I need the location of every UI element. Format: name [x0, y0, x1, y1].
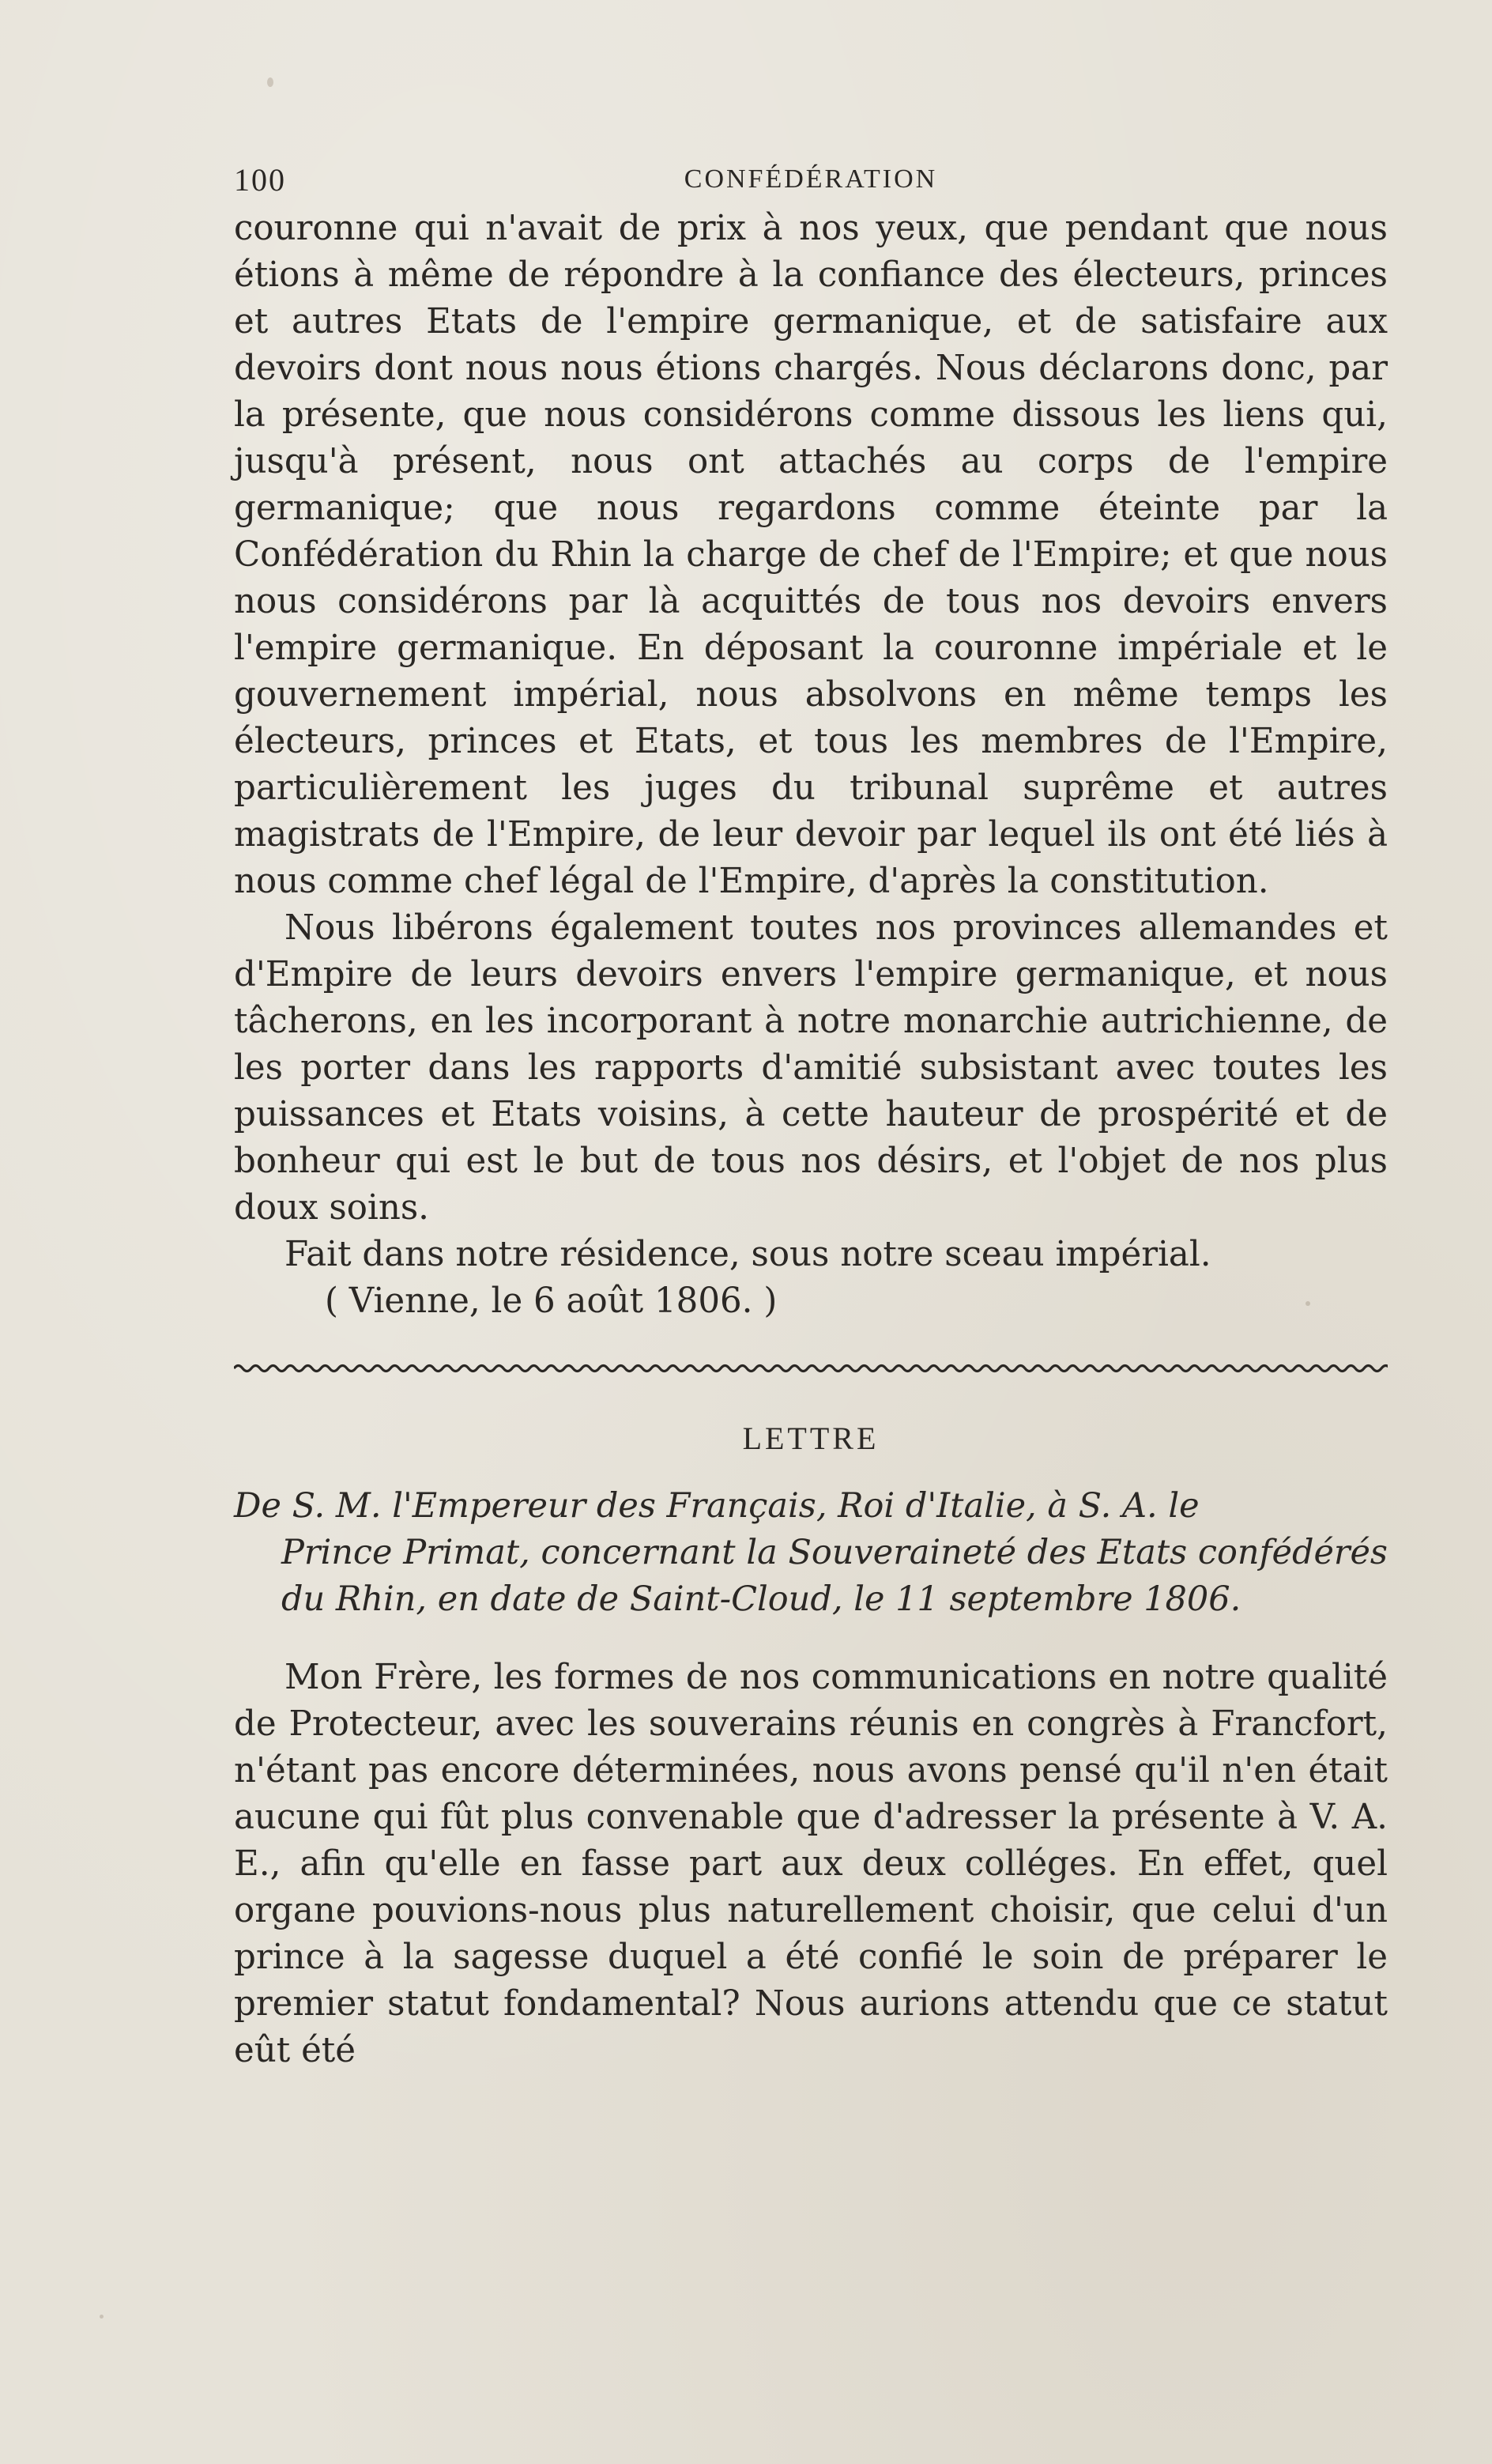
letter-title: LETTRE	[742, 1421, 880, 1456]
paper-speck	[267, 77, 273, 87]
letter-subtitle-first-line: De S. M. l'Empereur des Français, Roi d'Italie, à S. A. le	[234, 1486, 1200, 1526]
running-header-title: CONFÉDÉRATION	[684, 164, 938, 194]
wavy-rule-ornament	[234, 1357, 1388, 1380]
body-paragraph-2: Nous libérons également toutes nos provinces allemandes et d'Empire de leurs devoirs envers l'empire germanique, et nous tâcherons, en les incorporant à notre monarchie autrichienne, de les porter dans les rapports d'amitié subsistant avec toutes les puissances et Etats voisins, à cette hauteur de prospérité et de bonheur qui est le but de tous nos désirs, et l'objet de nos plus doux soins.	[234, 908, 1388, 1228]
letter-subtitle-continuation: Prince Primat, concernant la Souveraineté des Etats confédérés du Rhin, en date de Saint-Cloud, le 11 septembre 1806.	[281, 1533, 1388, 1619]
letter-subtitle	[234, 1483, 1388, 1623]
date-line: ( Vienne, le 6 août 1806. )	[325, 1281, 778, 1321]
body-paragraph-1: couronne qui n'avait de prix à nos yeux, que pendant que nous étions à même de répondre à la confiance des électeurs, princes et autres Etats de l'empire germanique, et de satisfaire aux devoirs dont nous nous étions chargés. Nous déclarons donc, par la présente, que nous considérons comme dissous les liens qui, jusqu'à présent, nous ont attachés au corps de l'empire germanique; que nous regardons comme éteinte par la Confédération du Rhin la charge de chef de l'Empire; et que nous nous considérons par là acquittés de tous nos devoirs envers l'empire germanique. En déposant la couronne impériale et le gouvernement impérial, nous absolvons en même temps les électeurs, princes et Etats, et tous les membres de l'Empire, particulièrement les juges du tribunal suprême et autres magistrats de l'Empire, de leur devoir par lequel ils ont été liés à nous comme chef légal de l'Empire, d'après la constitution.	[234, 209, 1388, 901]
running-head	[234, 150, 1388, 206]
closing-line: Fait dans notre résidence, sous notre sceau impérial.	[284, 1235, 1211, 1274]
wavy-rule-icon	[234, 1357, 1388, 1380]
text-block	[234, 150, 1388, 2074]
letter-body-paragraph: Mon Frère, les formes de nos communications en notre qualité de Protecteur, avec les souverains réunis en congrès à Francfort, n'étant pas encore déterminées, nous avons pensé qu'il n'en était aucune qui fût plus convenable que d'adresser la présente à V. A. E., afin qu'elle en fasse part aux deux colléges. En effet, quel organe pouvions-nous plus naturellement choisir, que celui d'un prince à la sagesse duquel a été confié le soin de préparer le premier statut fondamental? Nous aurions attendu que ce statut eût été	[234, 1658, 1388, 2070]
page-number: 100	[234, 162, 286, 198]
paper-speck	[100, 2315, 104, 2319]
